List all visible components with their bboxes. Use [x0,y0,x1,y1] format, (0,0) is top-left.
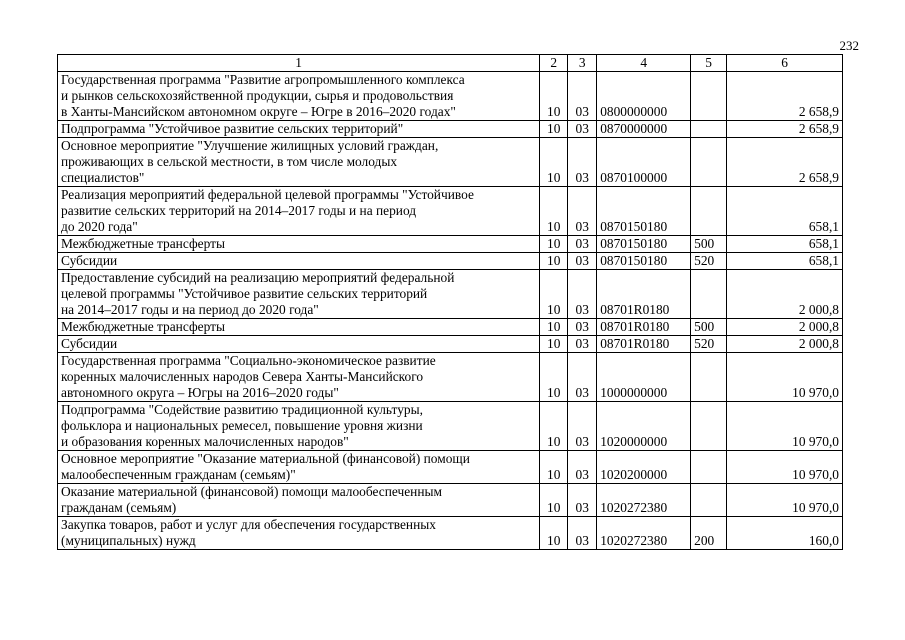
section-code-cell: 10 [540,336,568,353]
section-code-cell: 10 [540,402,568,451]
subsection-code-cell: 03 [568,517,597,550]
subsection-code-cell: 03 [568,353,597,402]
table-row [58,517,843,550]
table-row [58,353,843,402]
section-code-cell: 10 [540,253,568,270]
amount-cell: 10 970,0 [727,484,843,517]
amount-cell: 10 970,0 [727,353,843,402]
target-article-cell: 0870150180 [597,187,691,236]
target-article-cell: 0870000000 [597,121,691,138]
target-article-cell: 0870150180 [597,236,691,253]
target-article-cell: 0870100000 [597,138,691,187]
row-name-cell: Основное мероприятие "Оказание материальной (финансовой) помощи малообеспеченным гражданам (семьям)" [58,451,540,484]
column-header: 2 [540,55,568,72]
row-name-cell: Оказание материальной (финансовой) помощи малообеспеченным гражданам (семьям) [58,484,540,517]
amount-cell: 10 970,0 [727,451,843,484]
subsection-code-cell: 03 [568,121,597,138]
section-code-cell: 10 [540,187,568,236]
column-header: 1 [58,55,540,72]
row-name-cell: Государственная программа "Социально-экономическое развитие коренных малочисленных народов Севера Ханты-Мансийского автономного округа – Югры на 2016–2020 годы" [58,353,540,402]
table-row [58,236,843,253]
row-name-cell: Субсидии [58,336,540,353]
amount-cell: 2 658,9 [727,72,843,121]
row-name-cell: Предоставление субсидий на реализацию мероприятий федеральной целевой программы "Устойчивое развитие сельских территорий на 2014–2017 годы и на период до 2020 года" [58,270,540,319]
amount-cell: 658,1 [727,253,843,270]
target-article-cell: 1020200000 [597,451,691,484]
subsection-code-cell: 03 [568,484,597,517]
target-article-cell: 0870150180 [597,253,691,270]
amount-cell: 2 000,8 [727,270,843,319]
section-code-cell: 10 [540,236,568,253]
target-article-cell: 1000000000 [597,353,691,402]
table-row [58,402,843,451]
table-row [58,270,843,319]
target-article-cell: 08701R0180 [597,319,691,336]
row-name-cell: Основное мероприятие "Улучшение жилищных условий граждан, проживающих в сельской местности, в том числе молодых специалистов" [58,138,540,187]
subsection-code-cell: 03 [568,236,597,253]
table-header-row [58,55,843,72]
amount-cell: 2 000,8 [727,336,843,353]
section-code-cell: 10 [540,270,568,319]
section-code-cell: 10 [540,517,568,550]
expense-type-cell [691,402,727,451]
section-code-cell: 10 [540,484,568,517]
target-article-cell: 0800000000 [597,72,691,121]
amount-cell: 2 658,9 [727,138,843,187]
table-row [58,319,843,336]
row-name-cell: Межбюджетные трансферты [58,236,540,253]
amount-cell: 10 970,0 [727,402,843,451]
target-article-cell: 08701R0180 [597,336,691,353]
table-row [58,253,843,270]
expense-type-cell [691,484,727,517]
section-code-cell: 10 [540,451,568,484]
amount-cell: 2 000,8 [727,319,843,336]
row-name-cell: Реализация мероприятий федеральной целевой программы "Устойчивое развитие сельских территорий на 2014–2017 годы и на период до 2020 года" [58,187,540,236]
expense-type-cell: 520 [691,336,727,353]
subsection-code-cell: 03 [568,72,597,121]
table-row [58,336,843,353]
table-row [58,187,843,236]
subsection-code-cell: 03 [568,336,597,353]
expense-type-cell [691,121,727,138]
amount-cell: 658,1 [727,236,843,253]
subsection-code-cell: 03 [568,451,597,484]
expense-type-cell [691,270,727,319]
table-row [58,484,843,517]
subsection-code-cell: 03 [568,270,597,319]
page-number: 232 [839,38,859,53]
section-code-cell: 10 [540,319,568,336]
expense-type-cell [691,353,727,402]
table-row [58,138,843,187]
target-article-cell: 1020272380 [597,484,691,517]
section-code-cell: 10 [540,121,568,138]
section-code-cell: 10 [540,138,568,187]
row-name-cell: Подпрограмма "Устойчивое развитие сельских территорий" [58,121,540,138]
column-header: 5 [691,55,727,72]
column-header: 4 [597,55,691,72]
target-article-cell: 1020272380 [597,517,691,550]
section-code-cell: 10 [540,72,568,121]
row-name-cell: Подпрограмма "Содействие развитию традиционной культуры, фольклора и национальных ремесел, повышение уровня жизни и образования коренных малочисленных народов" [58,402,540,451]
expense-type-cell: 520 [691,253,727,270]
subsection-code-cell: 03 [568,402,597,451]
expense-type-cell [691,138,727,187]
budget-table [57,54,843,550]
expense-type-cell [691,72,727,121]
target-article-cell: 08701R0180 [597,270,691,319]
subsection-code-cell: 03 [568,319,597,336]
section-code-cell: 10 [540,353,568,402]
amount-cell: 658,1 [727,187,843,236]
subsection-code-cell: 03 [568,253,597,270]
expense-type-cell [691,451,727,484]
column-header: 6 [727,55,843,72]
row-name-cell: Межбюджетные трансферты [58,319,540,336]
row-name-cell: Субсидии [58,253,540,270]
subsection-code-cell: 03 [568,187,597,236]
table-row [58,121,843,138]
column-header: 3 [568,55,597,72]
table-row [58,72,843,121]
row-name-cell: Закупка товаров, работ и услуг для обеспечения государственных (муниципальных) нужд [58,517,540,550]
expense-type-cell [691,187,727,236]
amount-cell: 2 658,9 [727,121,843,138]
expense-type-cell: 500 [691,319,727,336]
subsection-code-cell: 03 [568,138,597,187]
expense-type-cell: 500 [691,236,727,253]
row-name-cell: Государственная программа "Развитие агропромышленного комплекса и рынков сельскохозяйственной продукции, сырья и продовольствия в Ханты-Мансийском автономном округе – Югре в 2016–2020 годах" [58,72,540,121]
target-article-cell: 1020000000 [597,402,691,451]
table-body [58,72,843,550]
table-row [58,451,843,484]
amount-cell: 160,0 [727,517,843,550]
expense-type-cell: 200 [691,517,727,550]
